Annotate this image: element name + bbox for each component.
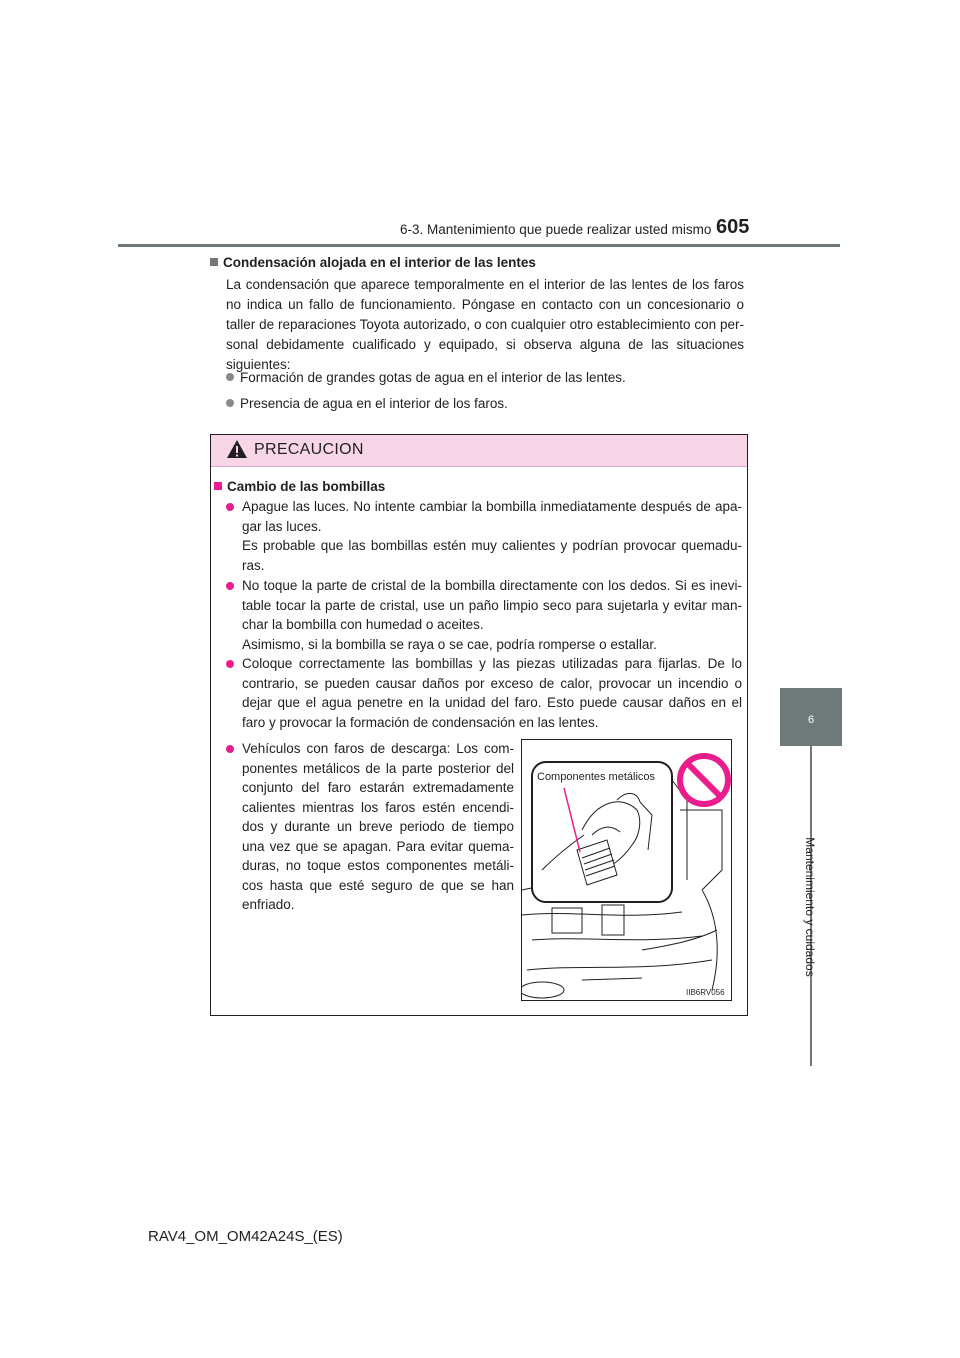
chapter-number: 6 (807, 714, 815, 726)
caution-heading: Cambio de las bombillas (214, 479, 385, 494)
document-code: RAV4_OM_OM42A24S_(ES) (148, 1228, 343, 1245)
caution-item: Coloque correctamente las bombillas y las piezas utilizadas para fijarlas. De lo contrario, se pueden causar daños por exceso de calor, provocar un incendio o dejar que el agua penetre en la unidad del faro. Esto puede causar daños en el faro y provocar la formación de condensación en las lentes. (242, 654, 742, 732)
caution-title: PRECAUCION (254, 441, 364, 458)
condensation-heading: Condensación alojada en el interior de las lentes (210, 255, 536, 270)
bullet-dot-icon (226, 373, 234, 381)
caution-item: Vehículos con faros de descarga: Los com-ponentes metálicos de la parte posterior del conjunto del faro estarán extremadamente calientes mientras los faros estén encendi-dos y durante un breve periodo de tiempo una vez que se apagan. Para evitar quema-duras, no toque estos componentes metáli-cos hasta que esté seguro de que se han enfriado. (242, 739, 514, 915)
page-number: 605 (716, 216, 750, 238)
condensation-bullet: Formación de grandes gotas de agua en el interior de las lentes. (226, 370, 626, 385)
header-divider (118, 244, 840, 247)
bullet-dot-icon (226, 745, 234, 753)
chapter-title: Mantenimiento y cuidados (803, 837, 817, 977)
section-title: 6-3. Mantenimiento que puede realizar usted mismo (400, 222, 712, 237)
figure-callout-label: Componentes metálicos (537, 771, 656, 783)
caution-item: Apague las luces. No intente cambiar la bombilla inmediatamente después de apa-gar las luces. Es probable que las bombillas estén muy calientes y podrían provocar quemadu-ras. (242, 497, 742, 575)
bullet-dot-icon (226, 503, 234, 511)
warning-triangle-icon (226, 439, 248, 459)
figure-code: IIB6RV056 (686, 988, 725, 997)
condensation-bullet: Presencia de agua en el interior de los faros. (226, 396, 508, 411)
square-bullet-icon (210, 258, 218, 266)
square-bullet-icon (214, 482, 222, 490)
bullet-dot-icon (226, 399, 234, 407)
bullet-dot-icon (226, 582, 234, 590)
condensation-paragraph: La condensación que aparece temporalmente en el interior de las lentes de los faros no indica un fallo de funcionamiento. Póngase en contacto con un concesionario o taller de reparaciones Toyota autorizado, o con cualquier otro establecimiento con per-sonal debidamente cualificado y equipado, si observa alguna de las situaciones siguientes: (226, 277, 744, 372)
caution-item: No toque la parte de cristal de la bombilla directamente con los dedos. Si es inevi-table tocar la parte de cristal, use un paño limpio seco para sujetarla y evitar man-char la bombilla con humedad o aceites. Asimismo, si la bombilla se raya o se cae, podría romperse o estallar. (242, 576, 742, 654)
bullet-dot-icon (226, 660, 234, 668)
